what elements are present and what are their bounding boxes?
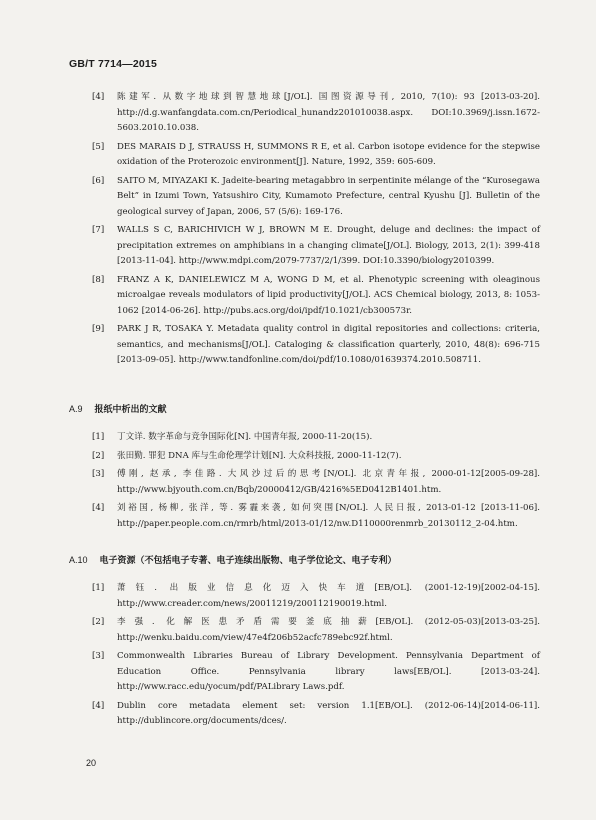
reference-number: [1] bbox=[92, 432, 105, 442]
reference-item bbox=[92, 449, 540, 465]
section-title: 电子资源（不包括电子专著、电子连续出版物、电子学位论文、电子专利） bbox=[99, 555, 397, 565]
reference-item bbox=[92, 581, 540, 612]
reference-item bbox=[92, 467, 540, 498]
reference-text: Commonwealth Libraries Bureau of Library Development. Pennsylvania Department of Education Office. Pennsylvania library laws[EB/OL]. [2013-03-24]. http://www.racc.edu/yocum/pdf/PALibrary Laws.pdf. bbox=[117, 651, 540, 692]
reference-item bbox=[92, 699, 540, 730]
reference-text: 李强. 化解医患矛盾需要釜底抽薪[EB/OL]. (2012-05-03)[2013-03-25]. http://wenku.baidu.com/view/47e4f206b52acfc789ebc92f.html. bbox=[117, 617, 540, 643]
reference-text: FRANZ A K, DANIELEWICZ M A, WONG D M, et al. Phenotypic screening with oleaginous microalgae reveals modulators of lipid productivity[J/OL]. ACS Chemical biology, 2013, 8: 1053-1062 [2014-06-26]. http://pubs.acs.org/doi/ipdf/10.1021/cb300573r. bbox=[117, 274, 540, 316]
standard-code-header: GB/T 7714—2015 bbox=[69, 58, 158, 70]
section-heading-a9 bbox=[69, 402, 167, 415]
section-number: A.9 bbox=[69, 404, 83, 414]
reference-text: 萧钰. 出版业信息化迈入快车道[EB/OL]. (2001-12-19)[2002-04-15]. http://www.creader.com/news/20011219/200112190019.html. bbox=[117, 583, 540, 609]
reference-number: [8] bbox=[92, 274, 105, 285]
reference-text: WALLS S C, BARICHIVICH W J, BROWN M E. Drought, deluge and declines: the impact of precipitation extremes on amphibians in a changing climate[J/OL]. Biology, 2013, 2(1): 399-418 [2013-11-04]. http://www.mdpi.com/2079-7737/2/1/399. DOI:10.3390/biology2010399. bbox=[117, 225, 540, 266]
reference-number: [2] bbox=[92, 450, 105, 461]
reference-number: [3] bbox=[92, 651, 105, 661]
reference-number: [7] bbox=[92, 225, 105, 235]
reference-number: [9] bbox=[92, 324, 105, 334]
reference-item bbox=[92, 273, 540, 320]
reference-item bbox=[92, 174, 540, 221]
reference-text: DES MARAIS D J, STRAUSS H, SUMMONS R E, et al. Carbon isotope evidence for the stepwise oxidation of the Proterozoic environment[J]. Nature, 1992, 359: 605-609. bbox=[117, 141, 540, 167]
section-title: 报纸中析出的文献 bbox=[94, 404, 167, 414]
reference-number: [6] bbox=[92, 175, 105, 186]
reference-text: PARK J R, TOSAKA Y. Metadata quality control in digital repositories and collections: criteria, semantics, and mechanisms[J/OL]. Cataloging & classification quarterly, 2010, 48(8): 696-715 [2013-09-05]. http://www.tandfonline.com/doi/pdf/10.1080/01639374.2010.508711. bbox=[117, 324, 540, 365]
reference-item bbox=[92, 223, 540, 270]
reference-item bbox=[92, 90, 540, 137]
reference-item bbox=[92, 430, 540, 446]
reference-text: 刘裕国, 杨柳, 张洋, 等. 雾霾来袭, 如何突围[N/OL]. 人民日报, 2013-01-12 [2013-11-06]. http://paper.people.com.cn/rmrb/html/2013-01/12/nw.D110000renmrb_20130112_2-04.htm. bbox=[117, 503, 540, 529]
reference-item bbox=[92, 649, 540, 696]
reference-number: [4] bbox=[92, 92, 105, 102]
page-number: 20 bbox=[86, 758, 97, 768]
reference-list-a9 bbox=[92, 430, 540, 535]
reference-item bbox=[92, 615, 540, 646]
reference-text: 陈建军. 从数字地球到智慧地球[J/OL]. 国图资源导刊, 2010, 7(10): 93 [2013-03-20]. http://d.g.wanfangdata.com.cn/Periodical_hunandz201010038.aspx. DOI:10.3969/j.issn.1672-5603.2010.10.038. bbox=[117, 92, 540, 133]
reference-number: [3] bbox=[92, 469, 105, 479]
reference-number: [1] bbox=[92, 583, 105, 593]
section-number: A.10 bbox=[69, 555, 88, 565]
reference-number: [4] bbox=[92, 700, 105, 711]
reference-item bbox=[92, 322, 540, 369]
section-heading-a10 bbox=[69, 553, 397, 566]
reference-text: SAITO M, MIYAZAKI K. Jadeite-bearing metagabbro in serpentinite mélange of the “Kurosegawa Belt” in Izumi Town, Yatsushiro City, Kumamoto Prefecture, central Kyushu [J]. Bulletin of the geological survey of Japan, 2006, 57 (5/6): 169-176. bbox=[117, 175, 540, 217]
reference-text: 傅刚, 赵承, 李佳路. 大风沙过后的思考[N/OL]. 北京青年报, 2000-01-12[2005-09-28]. http://www.bjyouth.com.cn/Bqb/20000412/GB/4216%5ED0412B1401.htm. bbox=[117, 469, 540, 495]
reference-item bbox=[92, 501, 540, 532]
reference-list-continued bbox=[92, 90, 540, 372]
reference-item bbox=[92, 140, 540, 171]
reference-text: 张田勤. 罪犯 DNA 库与生命伦理学计划[N]. 大众科技报, 2000-11-12(7). bbox=[117, 450, 402, 461]
reference-number: [2] bbox=[92, 617, 105, 627]
reference-number: [5] bbox=[92, 141, 105, 152]
reference-text: 丁文详. 数字革命与竞争国际化[N]. 中国青年报, 2000-11-20(15). bbox=[117, 432, 373, 442]
reference-list-a10 bbox=[92, 581, 540, 733]
reference-number: [4] bbox=[92, 503, 105, 513]
reference-text: Dublin core metadata element set: version 1.1[EB/OL]. (2012-06-14)[2014-06-11]. http://dublincore.org/documents/dces/. bbox=[117, 700, 540, 726]
